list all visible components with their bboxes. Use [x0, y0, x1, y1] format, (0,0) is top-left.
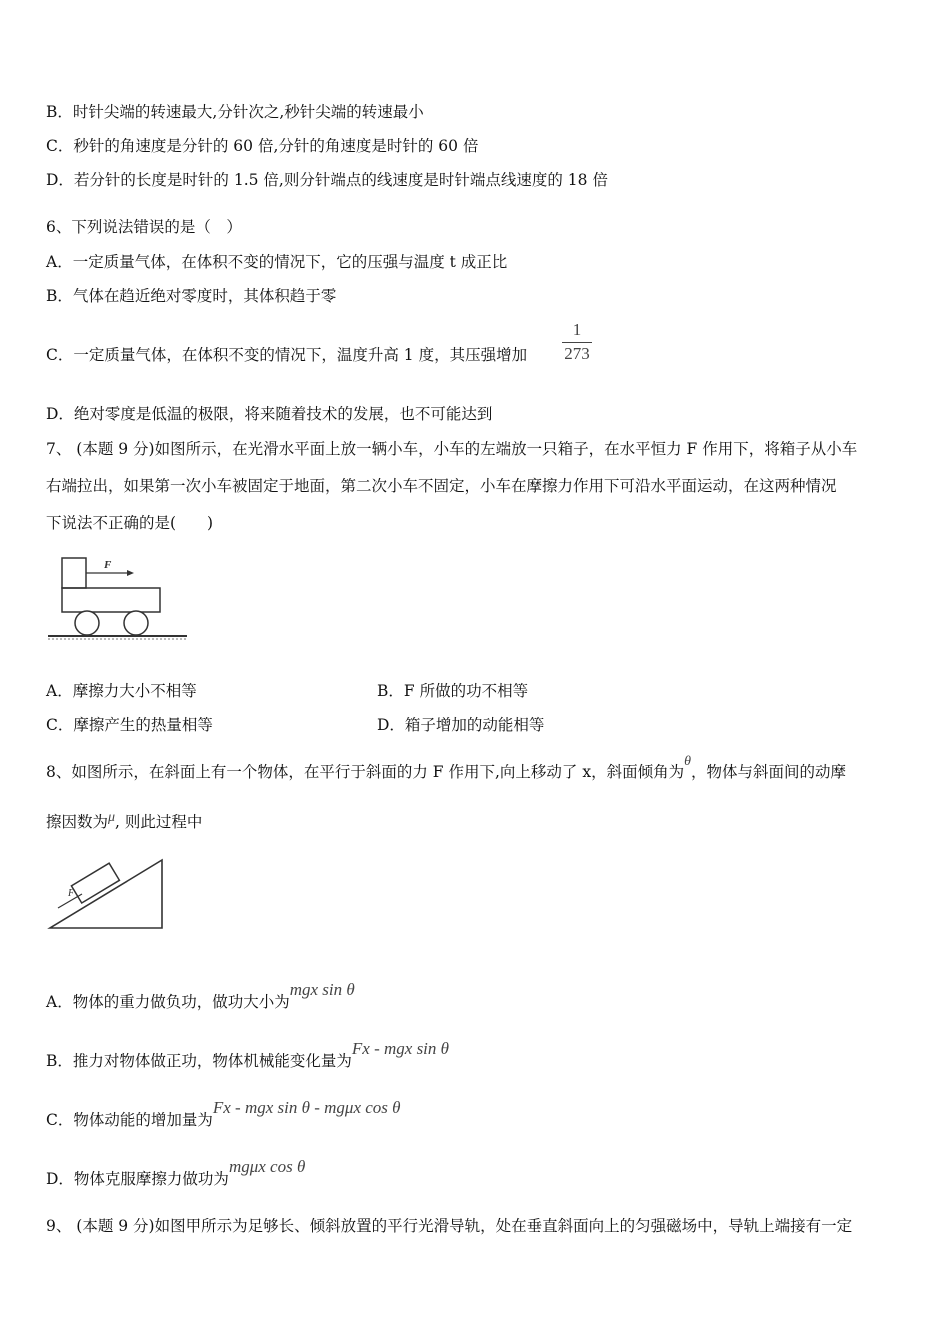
force-label: F: [104, 559, 112, 571]
q7-option-b: B．F 所做的功不相等: [377, 682, 529, 700]
box-shape: [62, 558, 86, 588]
q5-option-d: D．若分针的长度是时针的 1.5 倍,则分针端点的线速度是时针端点线速度的 18 倍: [46, 171, 608, 189]
q6-fraction-denominator: 273: [564, 344, 590, 363]
q8-option-d-text: D．物体克服摩擦力做功为: [46, 1170, 229, 1188]
q7-option-c: C．摩擦产生的热量相等: [46, 716, 213, 734]
q8-option-a: [46, 980, 355, 1012]
q8-option-a-text: A．物体的重力做负功，做功大小为: [46, 993, 290, 1011]
q6-option-d: D．绝对零度是低温的极限，将来随着技术的发展，也不可能达到: [46, 405, 493, 423]
q8-option-c-text: C．物体动能的增加量为: [46, 1111, 213, 1129]
cart-wheel-right: [124, 611, 148, 635]
q6-option-a: A．一定质量气体，在体积不变的情况下，它的压强与温度 t 成正比: [46, 253, 508, 271]
block-on-incline: [71, 863, 119, 903]
q8-option-b-expr: Fx - mgx sin θ: [351, 1039, 450, 1058]
q8-stem-part1: 8、如图所示，在斜面上有一个物体，在平行于斜面的力 F 作用下,向上移动了 x，斜面倾角为: [46, 763, 685, 781]
q9-stem-line1: 9、 (本题 9 分)如图甲所示为足够长、倾斜放置的平行光滑导轨，处在垂直斜面向上的匀强磁场中，导轨上端接有一定: [46, 1217, 853, 1235]
q8-incline-figure: [44, 852, 170, 936]
q8-option-c: [46, 1098, 401, 1130]
block-shape: [71, 863, 119, 903]
q8-option-b-text: B．推力对物体做正功，物体机械能变化量为: [46, 1052, 352, 1070]
q8-option-c-expr: Fx - mgx sin θ - mgμx cos θ: [212, 1098, 401, 1117]
q8-option-d-expr: mgμx cos θ: [228, 1157, 306, 1176]
q6-option-c: C．一定质量气体，在体积不变的情况下，温度升高 1 度，其压强增加: [46, 346, 528, 364]
q8-stem-part3: 擦因数为: [46, 813, 109, 831]
q7-stem-line2: 右端拉出，如果第一次小车被固定于地面，第二次小车不固定，小车在摩擦力作用下可沿水平面运动，在这两种情况: [46, 477, 837, 495]
q8-stem-line1: [46, 754, 846, 784]
q7-option-a: A．摩擦力大小不相等: [46, 682, 197, 700]
q8-option-b: [46, 1039, 450, 1071]
q8-option-a-expr: mgx sin θ: [289, 980, 355, 999]
q7-cart-figure: [44, 550, 194, 642]
q6-fraction-numerator: 1: [572, 320, 582, 339]
push-force-label: F: [68, 888, 75, 899]
q7-stem-line3: 下说法不正确的是( ): [46, 514, 214, 532]
force-arrow-head: [127, 570, 134, 576]
q8-stem-line2: [46, 812, 202, 834]
q7-option-d: D．箱子增加的动能相等: [377, 716, 545, 734]
q5-option-c: C．秒针的角速度是分针的 60 倍,分针的角速度是时针的 60 倍: [46, 137, 479, 155]
q8-stem-part2: ，物体与斜面间的动摩: [690, 763, 846, 781]
q8-stem-part4: , 则此过程中: [115, 813, 203, 831]
cart-body: [62, 588, 160, 612]
q7-stem-line1: 7、 (本题 9 分)如图所示，在光滑水平面上放一辆小车，小车的左端放一只箱子，在水平恒力 F 作用下，将箱子从小车: [46, 440, 858, 458]
theta-symbol: θ: [684, 754, 691, 769]
q5-option-b: B．时针尖端的转速最大,分针次之,秒针尖端的转速最小: [46, 103, 424, 121]
cart-wheel-left: [75, 611, 99, 635]
q6-option-b: B．气体在趋近绝对零度时，其体积趋于零: [46, 287, 337, 305]
q6-fraction-bar: [562, 342, 592, 343]
q8-option-d: [46, 1157, 306, 1189]
q6-stem: 6、下列说法错误的是（ ）: [46, 218, 242, 236]
mu-symbol: μ: [108, 810, 116, 825]
